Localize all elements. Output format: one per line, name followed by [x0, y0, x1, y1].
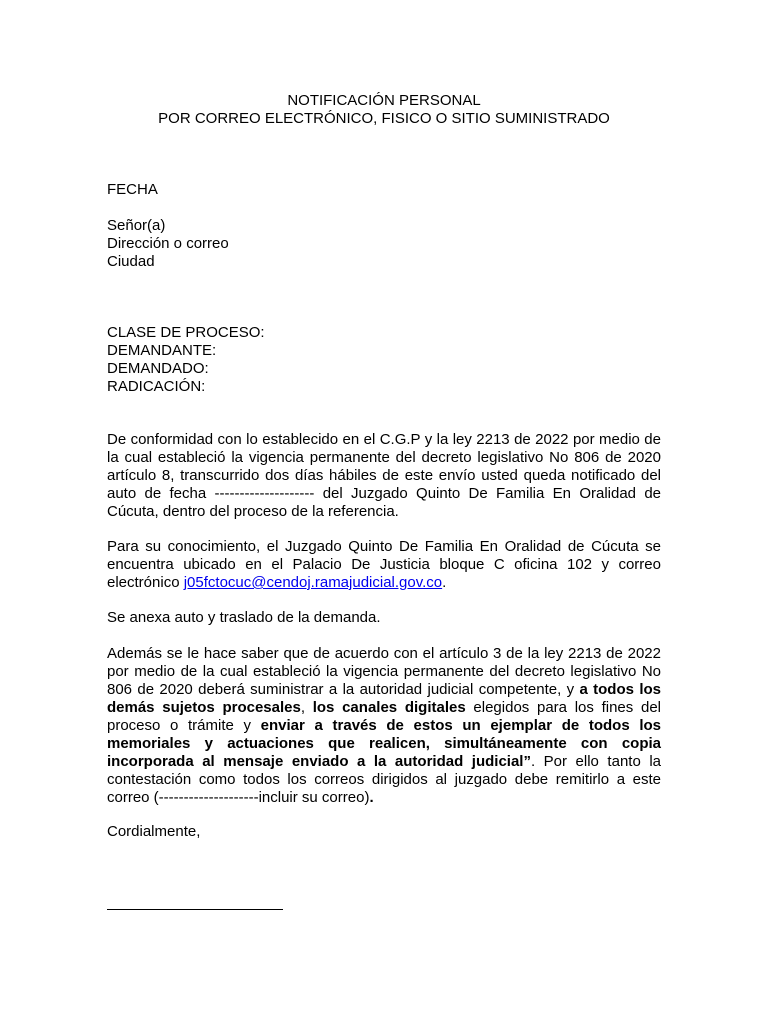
notification-paragraph: De conformidad con lo establecido en el C.G.P y la ley 2213 de 2022 por medio de la cual estableció la vigencia permanente del decreto legislativo No 806 de 2020 artículo 8, transcurrido dos días hábiles de este envío usted queda notificado del auto de fecha -------------------- del Juzgado Quinto De Familia En Oralidad de Cúcuta, dentro del proceso de la referencia.	[107, 431, 661, 520]
plaintiff-label: DEMANDANTE:	[107, 342, 217, 359]
signature-line	[107, 909, 283, 910]
filing-number-label: RADICACIÓN:	[107, 378, 206, 395]
obligations-text-e: elegidos para los fines del proceso o trámite y	[107, 699, 661, 734]
defendant-label: DEMANDADO:	[107, 360, 209, 377]
obligations-bold-f: enviar a través de estos un ejemplar de todos los memoriales y actuaciones que realicen, simultáneamente con copia incorporada al mensaje enviado a la autoridad judicial”	[107, 717, 662, 770]
addressee-address: Dirección o correo	[107, 235, 229, 252]
document-title-line2: POR CORREO ELECTRÓNICO, FISICO O SITIO SUMINISTRADO	[158, 110, 610, 127]
obligations-text-c: ,	[300, 699, 313, 716]
court-location-paragraph	[107, 538, 661, 592]
court-location-end: .	[442, 574, 447, 591]
document-title-line1: NOTIFICACIÓN PERSONAL	[287, 92, 481, 109]
obligations-paragraph	[107, 645, 661, 807]
addressee-city: Ciudad	[107, 253, 155, 270]
obligations-bold-d: los canales digitales	[312, 699, 466, 716]
process-class-label: CLASE DE PROCESO:	[107, 324, 265, 341]
closing-salutation: Cordialmente,	[107, 823, 201, 840]
date-label: FECHA	[107, 181, 158, 198]
court-location-text: Para su conocimiento, el Juzgado Quinto De Familia En Oralidad de Cúcuta se encuentra ubicado en el Palacio De Justicia bloque C oficina 102 y correo electrónico	[107, 538, 661, 591]
obligations-bold-h: .	[369, 789, 374, 806]
obligations-text-g: . Por ello tanto la contestación como todos los correos dirigidos al juzgado debe remitirlo a este correo (--------------------incluir su correo)	[107, 753, 661, 806]
obligations-text-a: Además se le hace saber que de acuerdo con el artículo 3 de la ley 2213 de 2022 por medio de la cual estableció la vigencia permanente del decreto legislativo No 806 de 2020 deberá suministrar a la autoridad judicial competente, y	[107, 645, 661, 698]
obligations-bold-b: a todos los demás sujetos procesales	[107, 681, 661, 716]
court-email-link[interactable]: j05fctocuc@cendoj.ramajudicial.gov.co	[183, 574, 443, 591]
addressee-salutation: Señor(a)	[107, 217, 166, 234]
annex-paragraph: Se anexa auto y traslado de la demanda.	[107, 609, 381, 626]
